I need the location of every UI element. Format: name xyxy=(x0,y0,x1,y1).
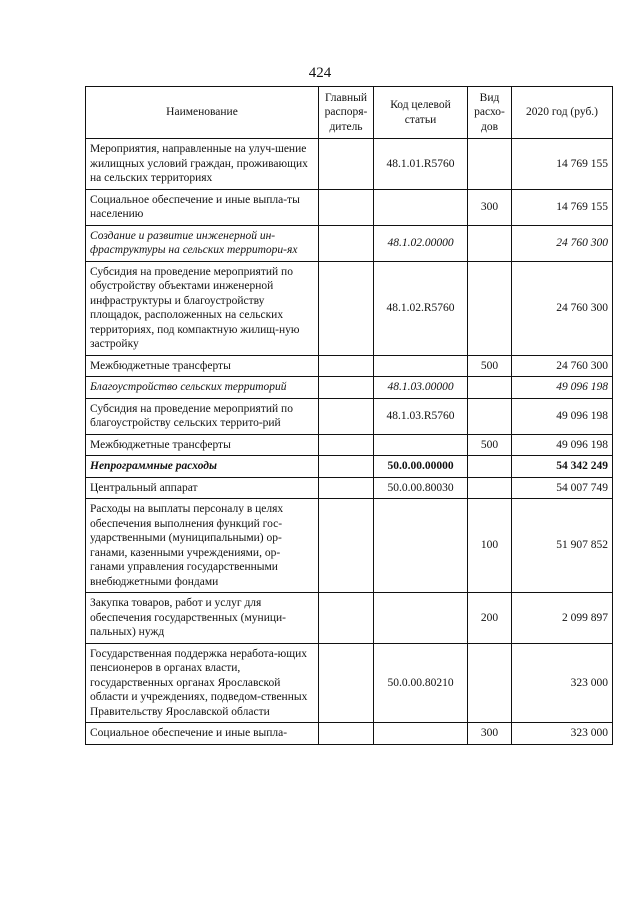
cell-kind xyxy=(468,225,512,261)
table-row xyxy=(86,225,613,261)
cell-code xyxy=(374,593,468,644)
cell-name: Государственная поддержка неработа-ющих пенсионеров в органах власти, государственных органах Ярославской области и учреждениях, подведом-ственных Правительству Ярославской области xyxy=(86,643,319,723)
cell-code: 48.1.01.R5760 xyxy=(374,139,468,190)
cell-kind: 100 xyxy=(468,499,512,593)
cell-kind: 200 xyxy=(468,593,512,644)
cell-admin xyxy=(319,477,374,499)
cell-name: Субсидия на проведение мероприятий по обустройству объектами инженерной инфраструктуры и благоустройству площадок, расположенных на сельских территориях, под компактную жилищ-ную застройку xyxy=(86,261,319,355)
cell-kind xyxy=(468,139,512,190)
header-kind: Вид расхо-дов xyxy=(468,87,512,139)
table-row xyxy=(86,189,613,225)
cell-admin xyxy=(319,355,374,377)
cell-admin xyxy=(319,723,374,745)
cell-admin xyxy=(319,499,374,593)
cell-name: Межбюджетные трансферты xyxy=(86,434,319,456)
cell-kind: 500 xyxy=(468,434,512,456)
table-row xyxy=(86,261,613,355)
cell-admin xyxy=(319,377,374,399)
cell-amount: 24 760 300 xyxy=(512,355,613,377)
cell-kind xyxy=(468,377,512,399)
table-header-row xyxy=(86,87,613,139)
cell-code: 50.0.00.80030 xyxy=(374,477,468,499)
table-row xyxy=(86,499,613,593)
cell-admin xyxy=(319,398,374,434)
table-row xyxy=(86,355,613,377)
cell-kind xyxy=(468,643,512,723)
cell-name: Субсидия на проведение мероприятий по благоустройству сельских террито-рий xyxy=(86,398,319,434)
cell-kind xyxy=(468,477,512,499)
cell-name: Непрограммные расходы xyxy=(86,456,319,478)
cell-admin xyxy=(319,189,374,225)
header-admin: Главный распоря-дитель xyxy=(319,87,374,139)
cell-amount: 54 342 249 xyxy=(512,456,613,478)
table-row xyxy=(86,643,613,723)
cell-admin xyxy=(319,225,374,261)
cell-admin xyxy=(319,593,374,644)
cell-amount: 24 760 300 xyxy=(512,225,613,261)
table-row xyxy=(86,456,613,478)
table-row xyxy=(86,377,613,399)
header-name: Наименование xyxy=(86,87,319,139)
cell-code xyxy=(374,434,468,456)
cell-name: Межбюджетные трансферты xyxy=(86,355,319,377)
cell-code xyxy=(374,723,468,745)
cell-code: 50.0.00.80210 xyxy=(374,643,468,723)
cell-kind: 300 xyxy=(468,189,512,225)
table-row xyxy=(86,139,613,190)
cell-kind xyxy=(468,456,512,478)
cell-name: Социальное обеспечение и иные выпла-ты населению xyxy=(86,189,319,225)
cell-name: Социальное обеспечение и иные выпла- xyxy=(86,723,319,745)
budget-table xyxy=(85,86,613,745)
table-row xyxy=(86,434,613,456)
cell-name: Создание и развитие инженерной ин-фраструктуры на сельских территори-ях xyxy=(86,225,319,261)
cell-name: Закупка товаров, работ и услуг для обеспечения государственных (муници-пальных) нужд xyxy=(86,593,319,644)
cell-admin xyxy=(319,434,374,456)
cell-amount: 14 769 155 xyxy=(512,189,613,225)
page-number: 424 xyxy=(308,65,332,81)
cell-code xyxy=(374,189,468,225)
cell-name: Центральный аппарат xyxy=(86,477,319,499)
cell-kind xyxy=(468,261,512,355)
table-body xyxy=(86,139,613,745)
cell-amount: 323 000 xyxy=(512,643,613,723)
cell-name: Мероприятия, направленные на улуч-шение жилищных условий граждан, проживающих на сельских территориях xyxy=(86,139,319,190)
cell-admin xyxy=(319,643,374,723)
cell-amount: 49 096 198 xyxy=(512,377,613,399)
header-code: Код целевой статьи xyxy=(374,87,468,139)
cell-amount: 49 096 198 xyxy=(512,434,613,456)
cell-name: Расходы на выплаты персоналу в целях обеспечения выполнения функций гос-ударственными (муниципальными) ор-ганами, казенными учреждениями, ор-ганами управления государственными внебюджетными фондами xyxy=(86,499,319,593)
table-row xyxy=(86,477,613,499)
cell-code xyxy=(374,499,468,593)
cell-code: 48.1.02.R5760 xyxy=(374,261,468,355)
cell-amount: 24 760 300 xyxy=(512,261,613,355)
cell-code: 48.1.03.R5760 xyxy=(374,398,468,434)
cell-code: 50.0.00.00000 xyxy=(374,456,468,478)
cell-code: 48.1.02.00000 xyxy=(374,225,468,261)
cell-code xyxy=(374,355,468,377)
cell-amount: 2 099 897 xyxy=(512,593,613,644)
cell-admin xyxy=(319,261,374,355)
cell-kind: 500 xyxy=(468,355,512,377)
cell-admin xyxy=(319,456,374,478)
cell-code: 48.1.03.00000 xyxy=(374,377,468,399)
cell-amount: 51 907 852 xyxy=(512,499,613,593)
table-row xyxy=(86,593,613,644)
table-row xyxy=(86,398,613,434)
cell-name: Благоустройство сельских территорий xyxy=(86,377,319,399)
cell-amount: 54 007 749 xyxy=(512,477,613,499)
cell-amount: 49 096 198 xyxy=(512,398,613,434)
cell-kind: 300 xyxy=(468,723,512,745)
cell-amount: 323 000 xyxy=(512,723,613,745)
header-amount: 2020 год (руб.) xyxy=(512,87,613,139)
cell-amount: 14 769 155 xyxy=(512,139,613,190)
cell-kind xyxy=(468,398,512,434)
cell-admin xyxy=(319,139,374,190)
table-row xyxy=(86,723,613,745)
